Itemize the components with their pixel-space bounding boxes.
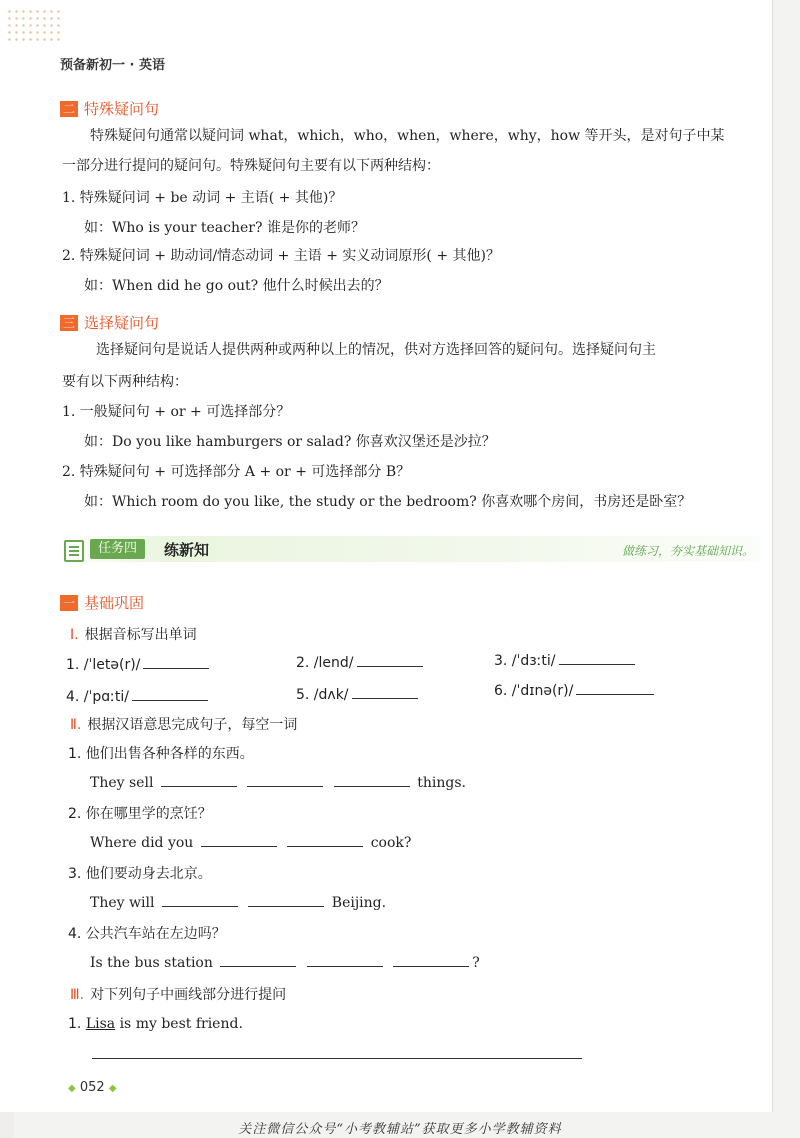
answer-blank[interactable]	[143, 654, 209, 669]
section2-structure-1: 1. 特殊疑问词 + be 动词 + 主语( + 其他)？	[62, 190, 343, 206]
answer-blank[interactable]	[352, 684, 418, 699]
part-roman-numeral: Ⅲ.	[70, 987, 85, 1003]
task-title: 练新知	[164, 541, 210, 559]
part2-heading	[70, 714, 297, 734]
section3-intro-line1: 选择疑问句是说话人提供两种或两种以上的情况，供对方选择回答的疑问句。选择疑问句主	[96, 342, 656, 358]
part-roman-numeral: Ⅱ.	[70, 717, 82, 733]
part2-answer-3: They will Beijing.	[90, 892, 386, 913]
part-title: 根据音标写出单词	[84, 627, 197, 643]
page-number: ◆ 052 ◆	[68, 1080, 117, 1095]
part2-question-2: 2. 你在哪里学的烹饪？	[68, 806, 212, 822]
section3-example-1: 如：Do you like hamburgers or salad? 你喜欢汉堡还是沙拉？	[84, 434, 496, 450]
answer-blank[interactable]	[132, 686, 208, 701]
phonetic-item-4: 4. /ˈpɑːti/	[66, 686, 211, 707]
section-number-badge: 二	[60, 101, 78, 117]
section3-structure-2: 2. 特殊疑问句 + 可选择部分 A + or + 可选择部分 B？	[62, 464, 411, 480]
phonetic-item-1: 1. /ˈletə(r)/	[66, 654, 212, 675]
part2-answer-1: They sell things.	[90, 772, 466, 793]
underlined-word: Lisa	[85, 1016, 116, 1032]
section2-intro-line1: 特殊疑问句通常以疑问词 what，which，who，when，where，why，how 等开头，是对句子中某	[90, 128, 725, 144]
answer-blank[interactable]	[162, 892, 238, 907]
section2-structure-2: 2. 特殊疑问词 + 助动词/情态动词 + 主语 + 实义动词原形( + 其他)？	[62, 248, 500, 264]
section-title: 特殊疑问句	[84, 100, 160, 118]
part-title: 根据汉语意思完成句子，每空一词	[87, 717, 298, 733]
answer-blank[interactable]	[357, 652, 423, 667]
answer-blank[interactable]	[307, 952, 383, 967]
phonetic-item-5: 5. /dʌk/	[296, 684, 421, 705]
answer-blank[interactable]	[393, 952, 469, 967]
corner-dots-decoration	[6, 8, 62, 44]
section3-structure-1: 1. 一般疑问句 + or + 可选择部分？	[62, 404, 291, 420]
answer-blank[interactable]	[201, 832, 277, 847]
section2-example-2: 如：When did he go out? 他什么时候出去的？	[84, 278, 389, 294]
section3-intro-line2: 要有以下两种结构：	[62, 374, 188, 390]
answer-blank[interactable]	[247, 772, 323, 787]
section-title: 选择疑问句	[84, 314, 160, 332]
phonetic-item-6: 6. /ˈdɪnə(r)/	[494, 680, 657, 701]
page-header: 预备新初一 · 英语	[60, 58, 165, 73]
section2-example-1: 如：Who is your teacher? 谁是你的老师？	[84, 220, 365, 236]
phonetic-item-2: 2. /lend/	[296, 652, 426, 673]
answer-blank[interactable]	[248, 892, 324, 907]
part2-answer-4: Is the bus station ?	[90, 952, 480, 973]
task-banner	[60, 536, 760, 564]
section-heading-choice-questions	[60, 312, 159, 333]
part-roman-numeral: Ⅰ.	[70, 627, 79, 643]
part2-question-4: 4. 公共汽车站在左边吗？	[68, 926, 226, 942]
part-title: 对下列句子中画线部分进行提问	[90, 987, 287, 1003]
footer-notice: 关注微信公众号“小考教辅站”获取更多小学教辅资料	[238, 1122, 562, 1137]
answer-line[interactable]	[92, 1058, 582, 1059]
part3-question-1: 1. Lisa is my best friend.	[68, 1016, 243, 1032]
task-tag: 任务四	[90, 539, 145, 559]
answer-blank[interactable]	[334, 772, 410, 787]
part2-question-3: 3. 他们要动身去北京。	[68, 866, 212, 882]
part1-heading	[70, 624, 197, 644]
phonetic-item-3: 3. /ˈdɜːti/	[494, 650, 638, 671]
notepad-icon	[64, 540, 84, 562]
answer-blank[interactable]	[576, 680, 654, 695]
answer-blank[interactable]	[161, 772, 237, 787]
section-heading-special-questions	[60, 98, 159, 119]
section-number-badge: 三	[60, 315, 78, 331]
task-slogan: 做练习，夯实基础知识。	[621, 544, 754, 558]
section-title: 基础巩固	[84, 594, 145, 612]
diamond-icon: ◆	[108, 1083, 117, 1094]
answer-blank[interactable]	[220, 952, 296, 967]
part2-question-1: 1. 他们出售各种各样的东西。	[68, 746, 254, 762]
section2-intro-line2: 一部分进行提问的疑问句。特殊疑问句主要有以下两种结构：	[62, 158, 440, 174]
diamond-icon: ◆	[68, 1083, 76, 1094]
section-heading-basic	[60, 592, 144, 613]
answer-blank[interactable]	[559, 650, 635, 665]
section3-example-2: 如：Which room do you like, the study or the bedroom? 你喜欢哪个房间，书房还是卧室？	[84, 494, 692, 510]
part3-heading	[70, 984, 286, 1004]
section-number-badge: 一	[60, 595, 78, 611]
answer-blank[interactable]	[287, 832, 363, 847]
part2-answer-2: Where did you cook?	[90, 832, 411, 853]
